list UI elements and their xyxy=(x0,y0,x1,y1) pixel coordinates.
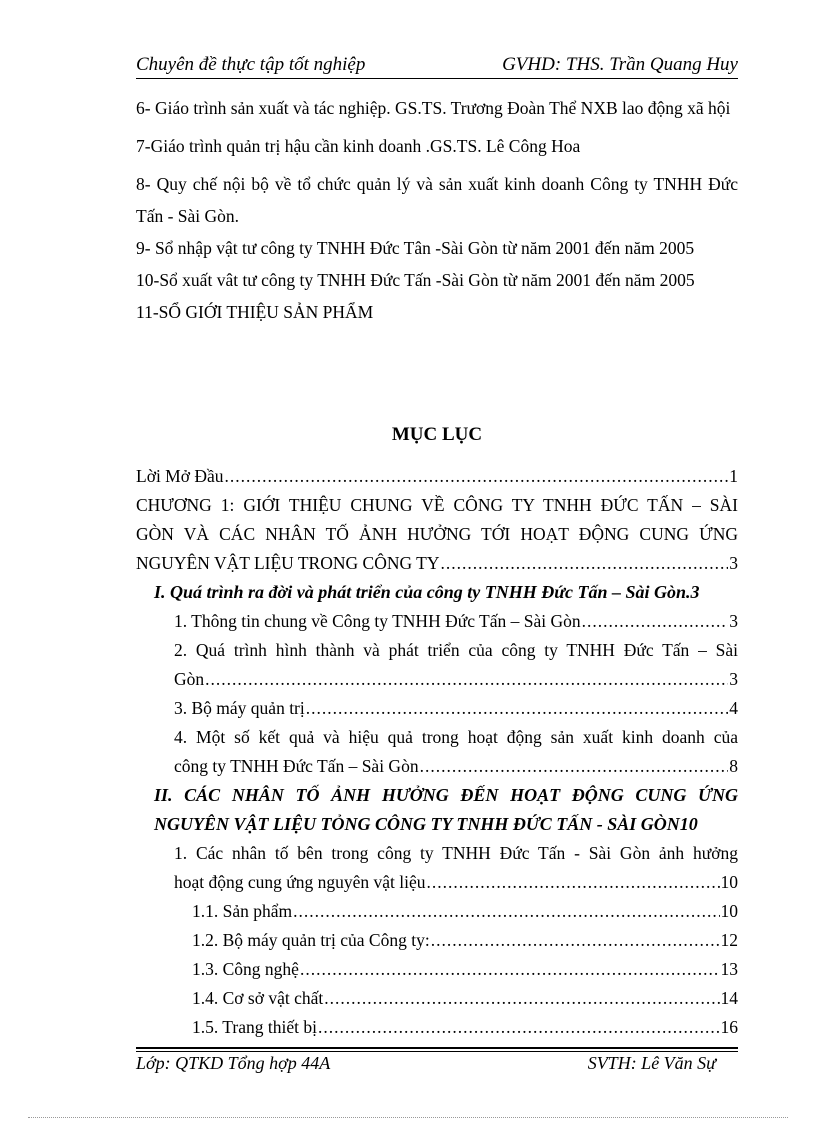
table-of-contents xyxy=(136,462,738,1042)
toc-entry-4[interactable] xyxy=(136,723,738,781)
header-advisor: GVHD: THS. Trần Quang Huy xyxy=(502,54,738,75)
toc-entry-text: công ty TNHH Đức Tấn – Sài Gòn xyxy=(174,756,419,776)
toc-entry-text: CHƯƠNG 1: GIỚI THIỆU CHUNG VỀ CÔNG TY TNHH ĐỨC TẤN – SÀI xyxy=(136,495,738,515)
toc-page-number: 10 xyxy=(720,872,738,892)
toc-entry-section-II[interactable] xyxy=(136,781,738,839)
toc-entry-text: 1.4. Cơ sở vật chất xyxy=(192,988,324,1008)
reference-item: 11-SỔ GIỚI THIỆU SẢN PHẨM xyxy=(136,302,374,322)
reference-item: 7-Giáo trình quản trị hậu cần kinh doanh .GS.TS. Lê Công Hoa xyxy=(136,136,581,156)
toc-entry-text: I. Quá trình ra đời và phát triển của công ty TNHH Đức Tấn – Sài Gòn.3 xyxy=(154,582,700,602)
toc-entry-1[interactable] xyxy=(136,607,738,636)
toc-page-number: 3 xyxy=(729,669,738,689)
toc-entry-text: 1. Các nhân tố bên trong công ty TNHH Đức Tấn - Sài Gòn ảnh hưởng xyxy=(174,843,738,863)
reference-item: 10-Sổ xuất vât tư công ty TNHH Đức Tấn -Sài Gòn từ năm 2001 đến năm 2005 xyxy=(136,270,695,290)
toc-page-number: 14 xyxy=(720,988,738,1008)
toc-entry-1-4[interactable] xyxy=(136,984,738,1013)
toc-entry-text: Gòn xyxy=(174,669,205,689)
reference-item: 8- Quy chế nội bộ về tổ chức quản lý và sản xuất kinh doanh Công ty TNHH Đức Tấn - Sài Gòn. xyxy=(136,174,738,226)
toc-entry-text: 1.2. Bộ máy quản trị của Công ty: xyxy=(192,930,430,950)
reference-item: 6- Giáo trình sản xuất và tác nghiệp. GS.TS. Trương Đoàn Thể NXB lao động xã hội xyxy=(136,98,731,118)
toc-page-number: 4 xyxy=(729,698,738,718)
toc-entry-text: GÒN VÀ CÁC NHÂN TỐ ẢNH HƯỞNG TỚI HOẠT ĐỘNG CUNG ỨNG xyxy=(136,524,738,544)
toc-entry-section-I[interactable] xyxy=(136,578,738,607)
header-course-title: Chuyên đề thực tập tốt nghiệp xyxy=(136,54,366,75)
toc-title: MỤC LỤC xyxy=(391,424,483,445)
toc-entry-text: 1.3. Công nghệ xyxy=(192,959,299,979)
page-footer xyxy=(136,1047,738,1077)
toc-entry-chapter-1[interactable] xyxy=(136,491,738,578)
page-header xyxy=(136,54,738,79)
toc-entry-1-2[interactable] xyxy=(136,926,738,955)
toc-page-number: 12 xyxy=(720,930,738,950)
footer-student: SVTH: Lê Văn Sự xyxy=(587,1053,716,1073)
toc-page-number: 16 xyxy=(720,1017,738,1037)
toc-page-number: 3 xyxy=(729,553,738,573)
toc-page-number: 3 xyxy=(729,611,738,631)
toc-entry-text: II. CÁC NHÂN TỐ ẢNH HƯỞNG ĐẾN HOẠT ĐỘNG CUNG ỨNG xyxy=(154,785,738,805)
toc-entry-text: 1. Thông tin chung về Công ty TNHH Đức Tấn – Sài Gòn xyxy=(174,611,581,631)
page-edge-divider xyxy=(28,1117,788,1118)
toc-entry-internal-factors[interactable] xyxy=(136,839,738,897)
toc-entry-text: 1.5. Trang thiết bị xyxy=(192,1017,317,1037)
toc-entry-2[interactable] xyxy=(136,636,738,694)
toc-entry-text: hoạt động cung ứng nguyên vật liệu xyxy=(174,872,426,892)
toc-entry-1-5[interactable] xyxy=(136,1013,738,1042)
footer-class: Lớp: QTKD Tổng hợp 44A xyxy=(136,1053,331,1073)
footer-rule xyxy=(136,1051,738,1052)
footer-rule xyxy=(136,1047,738,1049)
toc-entry-text: Lời Mở Đầu xyxy=(136,466,224,486)
reference-list xyxy=(136,92,738,328)
toc-entry-text: 2. Quá trình hình thành và phát triển của công ty TNHH Đức Tấn – Sài xyxy=(174,640,738,660)
toc-entry-text: 4. Một số kết quả và hiệu quả trong hoạt động sản xuất kinh doanh của xyxy=(174,727,738,747)
toc-entry-text: NGUYÊN VẬT LIỆU TRONG CÔNG TY xyxy=(136,553,440,573)
toc-entry-1-1[interactable] xyxy=(136,897,738,926)
toc-page-number: 10 xyxy=(720,901,738,921)
toc-entry-text: 1.1. Sản phẩm xyxy=(192,901,293,921)
toc-entry-text: 3. Bộ máy quản trị xyxy=(174,698,305,718)
toc-entry-3[interactable] xyxy=(136,694,738,723)
toc-entry-intro[interactable] xyxy=(136,462,738,491)
toc-entry-text: NGUYÊN VẬT LIỆU TỎNG CÔNG TY TNHH ĐỨC TẤN - SÀI GÒN10 xyxy=(154,814,698,834)
toc-entry-1-3[interactable] xyxy=(136,955,738,984)
reference-item: 9- Sổ nhập vật tư công ty TNHH Đức Tân -Sài Gòn từ năm 2001 đến năm 2005 xyxy=(136,238,695,258)
toc-page-number: 1 xyxy=(729,466,738,486)
toc-page-number: 13 xyxy=(720,959,738,979)
toc-page-number: 8 xyxy=(729,756,738,776)
